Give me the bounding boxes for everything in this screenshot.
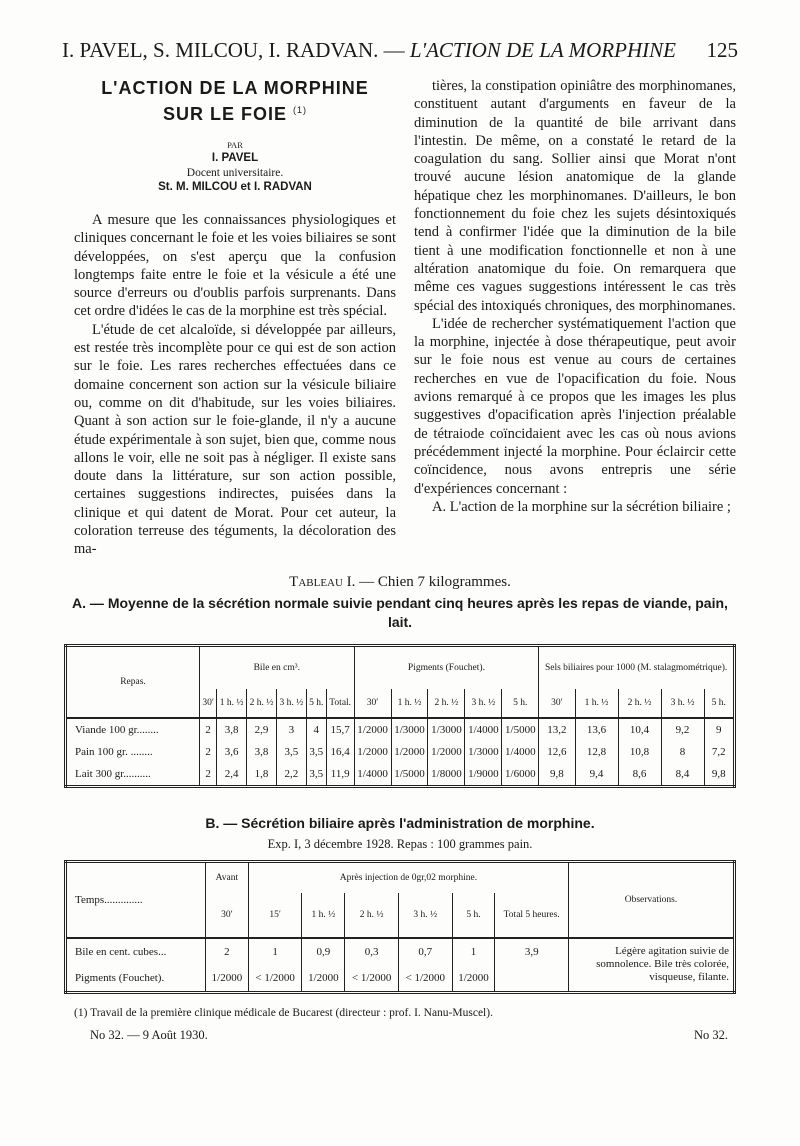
row-label: Viande 100 gr........ bbox=[75, 723, 159, 736]
cell-bile: 2 bbox=[200, 741, 217, 763]
table-body bbox=[66, 718, 735, 787]
left-column bbox=[74, 77, 396, 559]
cell-pig: 1/3000 bbox=[391, 718, 428, 741]
right-column bbox=[414, 77, 736, 559]
column-header: 3 h. ½ bbox=[465, 689, 502, 718]
cell-sels: 12,6 bbox=[539, 741, 575, 763]
cell-value: 1 bbox=[452, 938, 495, 965]
cell-bile: 2 bbox=[200, 763, 217, 787]
left-body bbox=[74, 211, 396, 559]
author-1: I. PAVEL bbox=[211, 152, 259, 164]
column-header: 5 h. bbox=[306, 689, 326, 718]
cell-value: 1/2000 bbox=[206, 965, 249, 993]
cell-pig: 1/9000 bbox=[465, 763, 502, 787]
group-header: Pigments (Fouchet). bbox=[354, 645, 539, 689]
table-caption bbox=[62, 573, 738, 592]
cell-bile: 16,4 bbox=[326, 741, 354, 763]
running-head-title: L'ACTION DE LA MORPHINE bbox=[409, 38, 676, 62]
column-header: Total. bbox=[326, 689, 354, 718]
table-b-subtitle: Exp. I, 3 décembre 1928. Repas : 100 grammes pain. bbox=[267, 836, 533, 851]
column-header: 1 h. ½ bbox=[575, 689, 618, 718]
table-a bbox=[64, 644, 736, 788]
row-label: Pain 100 gr. ........ bbox=[75, 745, 153, 758]
cell-value: < 1/2000 bbox=[398, 965, 452, 993]
column-header: 1 h. ½ bbox=[217, 689, 247, 718]
observations-header: Observations. bbox=[569, 861, 735, 938]
row-label: Lait 300 gr.......... bbox=[75, 767, 151, 780]
table-body bbox=[66, 938, 735, 993]
cell-bile: 3,6 bbox=[217, 741, 247, 763]
cell-sels: 8,4 bbox=[661, 763, 704, 787]
column-header: 3 h. ½ bbox=[276, 689, 306, 718]
cell-sels: 9 bbox=[704, 718, 734, 741]
cell-pig: 1/3000 bbox=[428, 718, 465, 741]
table-label: Tableau I. bbox=[289, 573, 356, 590]
footnote: (1) Travail de la première clinique médicale de Bucarest (directeur : prof. I. Nanu-Muscel). bbox=[74, 1006, 493, 1019]
cell-bile: 3,5 bbox=[306, 741, 326, 763]
cell-pig: 1/3000 bbox=[465, 741, 502, 763]
cell-bile: 2,9 bbox=[247, 718, 277, 741]
paragraph: A mesure que les connaissances physiologiques et cliniques concernant le foie et les voies biliaires se sont développées, on s'est aperçu que la confusion longtemps faite entre le foie et la vésicule a été une source d'erreurs ou d'oublis parfois surprenants. Dans cet ordre d'idées le cas de la morphine est très spécial. bbox=[74, 212, 396, 320]
cell-pig: 1/8000 bbox=[428, 763, 465, 787]
cell-sels: 9,8 bbox=[539, 763, 575, 787]
column-header: 1 h. ½ bbox=[391, 689, 428, 718]
cell-sels: 13,2 bbox=[539, 718, 575, 741]
paragraph: A. L'action de la morphine sur la sécrétion biliaire ; bbox=[432, 498, 731, 515]
page-number: 125 bbox=[706, 38, 738, 62]
author-2: St. M. MILCOU et I. RADVAN bbox=[158, 181, 312, 193]
cell-sels: 9,8 bbox=[704, 763, 734, 787]
cell-value: 0,3 bbox=[345, 938, 399, 965]
running-head-text bbox=[62, 38, 676, 63]
cell-bile: 2,2 bbox=[276, 763, 306, 787]
footnote-ref: (1) bbox=[293, 105, 308, 115]
cell-value: 1/2000 bbox=[452, 965, 495, 993]
column-header: 5 h. bbox=[704, 689, 734, 718]
footer-issue-date: No 32. — 9 Août 1930. bbox=[90, 1027, 208, 1042]
cell-sels: 8,6 bbox=[618, 763, 661, 787]
cell-sels: 9,4 bbox=[575, 763, 618, 787]
table-row bbox=[66, 938, 735, 965]
cell-sels: 7,2 bbox=[704, 741, 734, 763]
running-head bbox=[62, 38, 738, 63]
cell-sels: 9,2 bbox=[661, 718, 704, 741]
cell-pig: 1/6000 bbox=[502, 763, 539, 787]
group-header: Bile en cm³. bbox=[200, 645, 355, 689]
cell-value: 0,7 bbox=[398, 938, 452, 965]
apres-header: Après injection de 0gr,02 morphine. bbox=[248, 861, 568, 893]
column-header: 2 h. ½ bbox=[345, 893, 399, 938]
cell-value: 1 bbox=[248, 938, 302, 965]
title-line-1: L'ACTION DE LA MORPHINE bbox=[101, 78, 369, 98]
cell-pig: 1/4000 bbox=[354, 763, 391, 787]
column-header: Total 5 heures. bbox=[495, 893, 569, 938]
cell-sels: 12,8 bbox=[575, 741, 618, 763]
row-label: Pigments (Fouchet). bbox=[75, 971, 165, 984]
column-header: 30′ bbox=[206, 893, 249, 938]
cell-bile: 1,8 bbox=[247, 763, 277, 787]
cell-value: 1/2000 bbox=[302, 965, 345, 993]
table-row bbox=[66, 718, 735, 741]
column-header: 1 h. ½ bbox=[302, 893, 345, 938]
footer bbox=[90, 1027, 728, 1043]
column-header: 30′ bbox=[354, 689, 391, 718]
cell-pig: 1/5000 bbox=[502, 718, 539, 741]
row-header: Repas. bbox=[66, 645, 200, 718]
cell-value bbox=[495, 965, 569, 993]
author-1-role: Docent universitaire. bbox=[186, 167, 284, 179]
table-row bbox=[66, 763, 735, 787]
column-header: 3 h. ½ bbox=[661, 689, 704, 718]
cell-bile: 3,8 bbox=[247, 741, 277, 763]
cell-pig: 1/2000 bbox=[391, 741, 428, 763]
table-b-title: B. — Sécrétion biliaire après l'administration de morphine. bbox=[205, 814, 595, 831]
column-header: 30′ bbox=[200, 689, 217, 718]
table-a-title: A. — Moyenne de la sécrétion normale suivie pendant cinq heures après les repas de viande, pain, lait. bbox=[72, 594, 728, 630]
paragraph: L'étude de cet alcaloïde, si développée par ailleurs, est restée très incomplète pour ce qui est de son action sur le foie. Les rares recherches effectuées dans ce domaine concernent son action sur la vésicule biliaire ou, comme on dit d'habitude, sur les voies biliaires. Quant à son action sur le foie-glande, il n'y a aucune étude expérimentale à son sujet, bien que, comme nous allons le voir, elle ne soit pas à négliger. Il existe sans doute dans la littérature, sur son action possible, certaines suggestions indirectes, puisées dans la clinique et qui datent de Morat. Pour cet auteur, la coloration terreuse des téguments, la décoloration des ma- bbox=[74, 321, 396, 558]
cell-bile: 2,4 bbox=[217, 763, 247, 787]
running-head-authors: I. PAVEL, S. MILCOU, I. RADVAN. — bbox=[62, 38, 405, 62]
paragraph: L'idée de rechercher systématiquement l'action que la morphine, injectée à dose thérapeutique, peut avoir sur le foie nous est venue au cours de certaines recherches en vue de l'opacification du foie. Nous avions remarqué à ce propos que les images les plus suggestives d'opacification après l'injection préalable de tétraiode coïncidaient avec les cas où nous avions précédemment injecté la morphine. Pour éclaircir cette coïncidence, nous avons entrepris une série d'expériences concernant : bbox=[414, 315, 736, 497]
cell-value: 3,9 bbox=[495, 938, 569, 965]
cell-sels: 10,8 bbox=[618, 741, 661, 763]
group-header-row bbox=[66, 645, 735, 689]
observation-text: Légère agitation suivie de somnolence. Bile très colorée, visqueuse, filante. bbox=[569, 938, 735, 993]
temps-label: Temps.............. bbox=[66, 861, 206, 938]
cell-value: < 1/2000 bbox=[248, 965, 302, 993]
group-header: Sels biliaires pour 1000 (M. stalagmométrique). bbox=[539, 645, 735, 689]
avant-header: Avant bbox=[206, 861, 249, 893]
cell-pig: 1/2000 bbox=[354, 718, 391, 741]
column-header: 5 h. bbox=[452, 893, 495, 938]
column-header: 2 h. ½ bbox=[247, 689, 277, 718]
cell-sels: 8 bbox=[661, 741, 704, 763]
cell-value: < 1/2000 bbox=[345, 965, 399, 993]
column-header: 3 h. ½ bbox=[398, 893, 452, 938]
cell-bile: 15,7 bbox=[326, 718, 354, 741]
cell-sels: 10,4 bbox=[618, 718, 661, 741]
column-header: 2 h. ½ bbox=[618, 689, 661, 718]
paragraph: tières, la constipation opiniâtre des morphinomanes, constituent autant d'arguments en faveur de la diminution de la quantité de bile arrivant dans l'intestin. De même, on a constaté le retard de la coagulation du sang. Sollier ainsi que Morat n'ont trouvé aucune lésion anatomique de la glande hépatique chez les morphinomanes. D'ailleurs, le bon fonctionnement du foie chez les sujets désintoxiqués tend à confirmer l'idée que la diminution de la bile tient à une modification fonctionnelle et non à une altération anatomique du foie. On remarquera que même ces vagues suggestions intéressent le cas très spécial des intoxiqués chroniques, des morphinomanes. bbox=[414, 78, 736, 314]
column-header: 5 h. bbox=[502, 689, 539, 718]
byline-par: PAR bbox=[227, 140, 243, 150]
cell-sels: 13,6 bbox=[575, 718, 618, 741]
cell-bile: 11,9 bbox=[326, 763, 354, 787]
column-header: 30′ bbox=[539, 689, 575, 718]
cell-pig: 1/4000 bbox=[502, 741, 539, 763]
row-label: Bile en cent. cubes... bbox=[75, 945, 167, 958]
footer-issue: No 32. bbox=[693, 1027, 728, 1042]
cell-pig: 1/2000 bbox=[428, 741, 465, 763]
title-line-2: SUR LE FOIE bbox=[162, 104, 287, 124]
table-row bbox=[66, 741, 735, 763]
cell-value: 2 bbox=[206, 938, 249, 965]
cell-bile: 3 bbox=[276, 718, 306, 741]
cell-pig: 1/4000 bbox=[465, 718, 502, 741]
cell-pig: 1/2000 bbox=[354, 741, 391, 763]
cell-bile: 3,5 bbox=[306, 763, 326, 787]
table-b bbox=[64, 860, 736, 994]
article-title bbox=[74, 77, 396, 125]
column-header: 2 h. ½ bbox=[428, 689, 465, 718]
column-header: 15′ bbox=[248, 893, 302, 938]
text-columns bbox=[74, 77, 738, 559]
cell-bile: 4 bbox=[306, 718, 326, 741]
group-header-row bbox=[66, 861, 735, 893]
cell-value: 0,9 bbox=[302, 938, 345, 965]
table-caption-rest: — Chien 7 kilogrammes. bbox=[355, 573, 511, 590]
cell-pig: 1/5000 bbox=[391, 763, 428, 787]
cell-bile: 3,5 bbox=[276, 741, 306, 763]
cell-bile: 2 bbox=[200, 718, 217, 741]
cell-bile: 3,8 bbox=[217, 718, 247, 741]
